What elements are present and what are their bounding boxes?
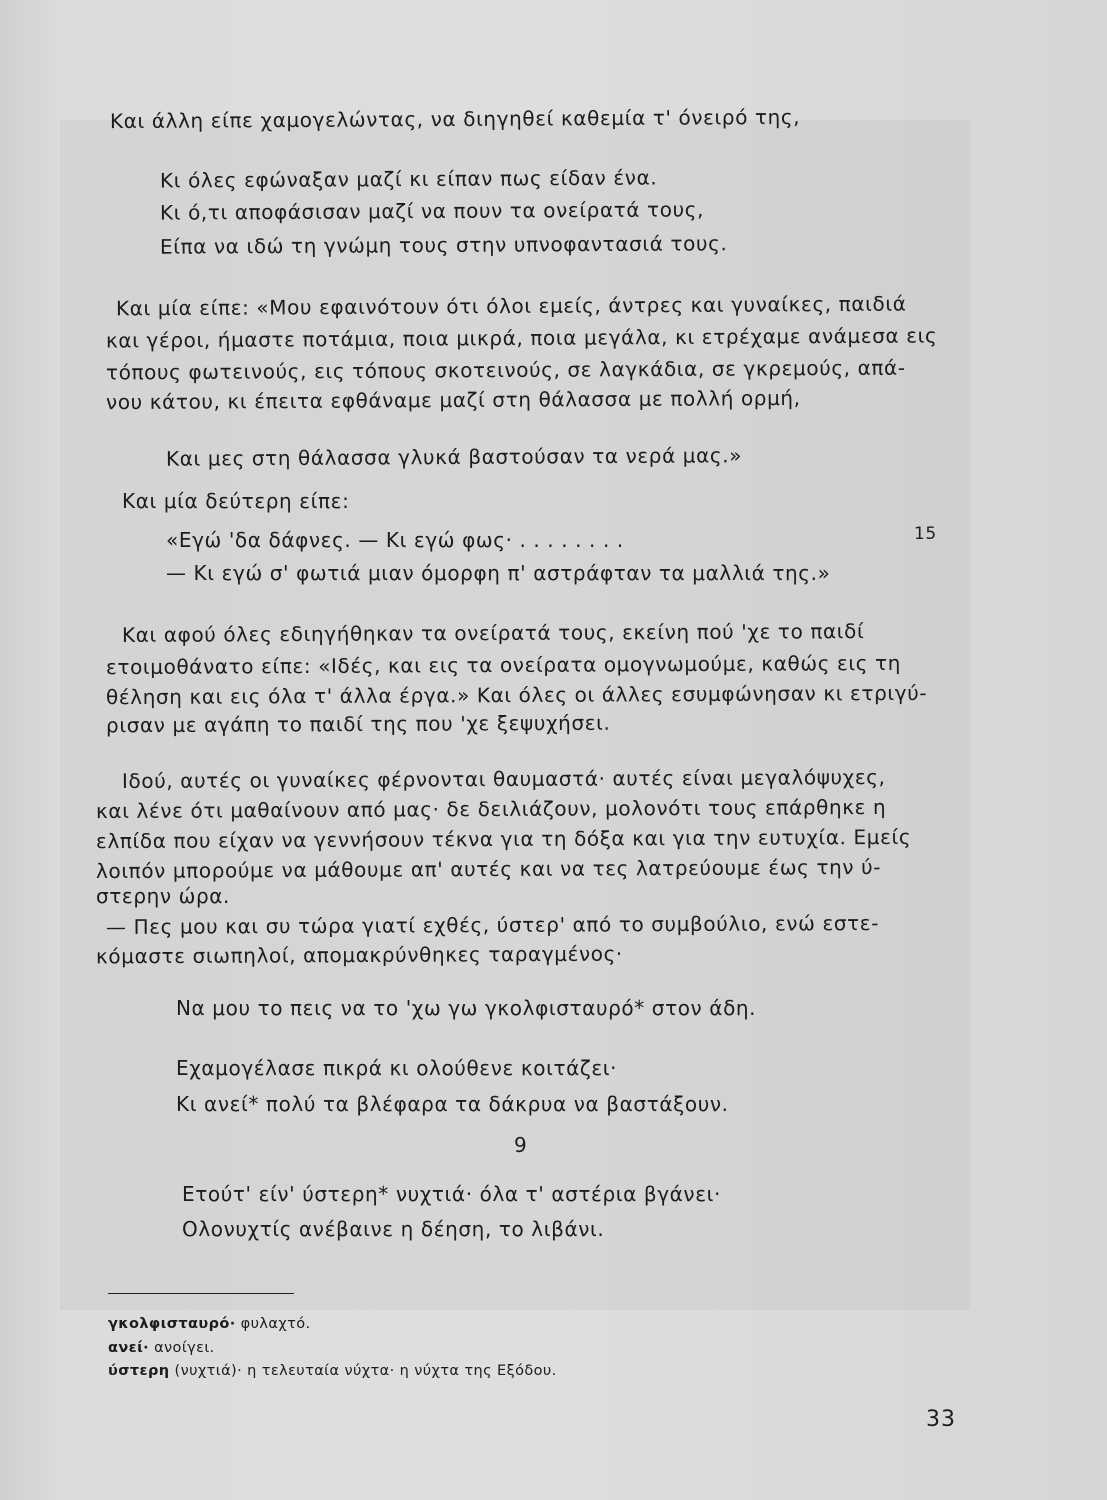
text-line: Να μου το πεις να το 'χω γω γκολφισταυρό* στον άδη. [176,996,757,1020]
footnote-term: ανεί· [108,1340,150,1356]
text-line: Κι όλες εφώναξαν μαζί κι είπαν πως είδαν ένα. [159,165,658,193]
text-line: Και μία είπε: «Μου εφαινότουν ότι όλοι εμείς, άντρες και γυναίκες, παιδιά [115,291,907,321]
text-line: Και αφού όλες εδιηγήθηκαν τα ονείρατά τους, εκείνη πού 'χε το παιδί [121,619,865,647]
footnote-rule [108,1293,294,1294]
text-line: και λένε ότι μαθαίνουν από μας· δε δειλιάζουν, μολονότι τους επάρθηκε η [95,794,887,824]
text-line: θέληση και εις όλα τ' άλλα έργα.» Και όλες οι άλλες εσυμφώνησαν κι ετριγύ- [105,680,928,710]
text-line: «Εγώ 'δα δάφνες. — Κι εγώ φως· . . . . . . . . [166,528,624,552]
text-line: στερην ώρα. [96,884,231,908]
text-line: και γέροι, ήμαστε ποτάμια, ποια μικρά, ποια μεγάλα, κι ετρέχαμε ανάμεσα εις [105,323,938,353]
footnote [108,1361,557,1381]
footnote-term: γκολφισταυρό· [108,1316,236,1332]
text-line: — Κι εγώ σ' φωτιά μιαν όμορφη π' αστράφταν τα μαλλιά της.» [166,561,831,585]
text-line: λοιπόν μπορούμε να μάθουμε απ' αυτές και να τες λατρεύουμε έως την ύ- [95,854,882,884]
footnote [108,1314,311,1334]
line-number: 15 [914,524,937,544]
text-line: κόμαστε σιωπηλοί, απομακρύνθηκες ταραγμένος· [95,941,623,969]
footnote-text: φυλαχτό. [235,1316,311,1332]
section-number: 9 [514,1133,528,1157]
text-line: Και άλλη είπε χαμογελώντας, να διηγηθεί καθεμία τ' όνειρό της, [109,104,801,134]
text-line: τόπους φωτεινούς, εις τόπους σκοτεινούς, σε λαγκάδια, σε γκρεμούς, απά- [105,355,906,385]
text-line: Και μία δεύτερη είπε: [122,489,350,513]
text-line: Ολονυχτίς ανέβαινε η δέηση, το λιβάνι. [182,1217,605,1241]
footnote-text: (νυχτιά)· η τελευταία νύχτα· η νύχτα της Εξόδου. [169,1363,557,1379]
text-line: Και μες στη θάλασσα γλυκά βαστούσαν τα νερά μας.» [165,443,743,471]
text-line: Είπα να ιδώ τη γνώμη τους στην υπνοφαντασιά τους. [159,231,728,259]
footnote-text: ανοίγει. [149,1340,215,1356]
text-line: ετοιμοθάνατο είπε: «Ιδές, και εις τα ονείρατα ομογνωμούμε, καθώς εις τη [105,650,902,680]
text-line: — Πες μου και συ τώρα γιατί εχθές, ύστερ' από το συμβούλιο, ενώ εστε- [105,910,880,940]
page-number: 33 [926,1407,956,1432]
text-line: Κι ό,τι αποφάσισαν μαζί να πουν τα ονείρατά τους, [159,197,705,225]
text-line: Κι ανεί* πολύ τα βλέφαρα τα δάκρυα να βαστάξουν. [176,1092,729,1116]
footnote [108,1338,215,1358]
text-line: Εχαμογέλασε πικρά κι ολούθενε κοιτάζει· [176,1056,618,1080]
text-line: Ετούτ' είν' ύστερη* νυχτιά· όλα τ' αστέρια βγάνει· [182,1182,721,1206]
footnote-term: ύστερη [108,1363,170,1379]
text-line: νου κάτου, κι έπειτα εφθάναμε μαζί στη θάλασσα με πολλή ορμή, [105,385,801,415]
text-line: ρισαν με αγάπη το παιδί της που 'χε ξεψυχήσει. [105,710,611,738]
text-line: ελπίδα που είχαν να γεννήσουν τέκνα για τη δόξα και για την ευτυχία. Εμείς [95,824,912,854]
text-line: Ιδού, αυτές οι γυναίκες φέρνονται θαυμαστά· αυτές είναι μεγαλόψυχες, [121,765,886,793]
